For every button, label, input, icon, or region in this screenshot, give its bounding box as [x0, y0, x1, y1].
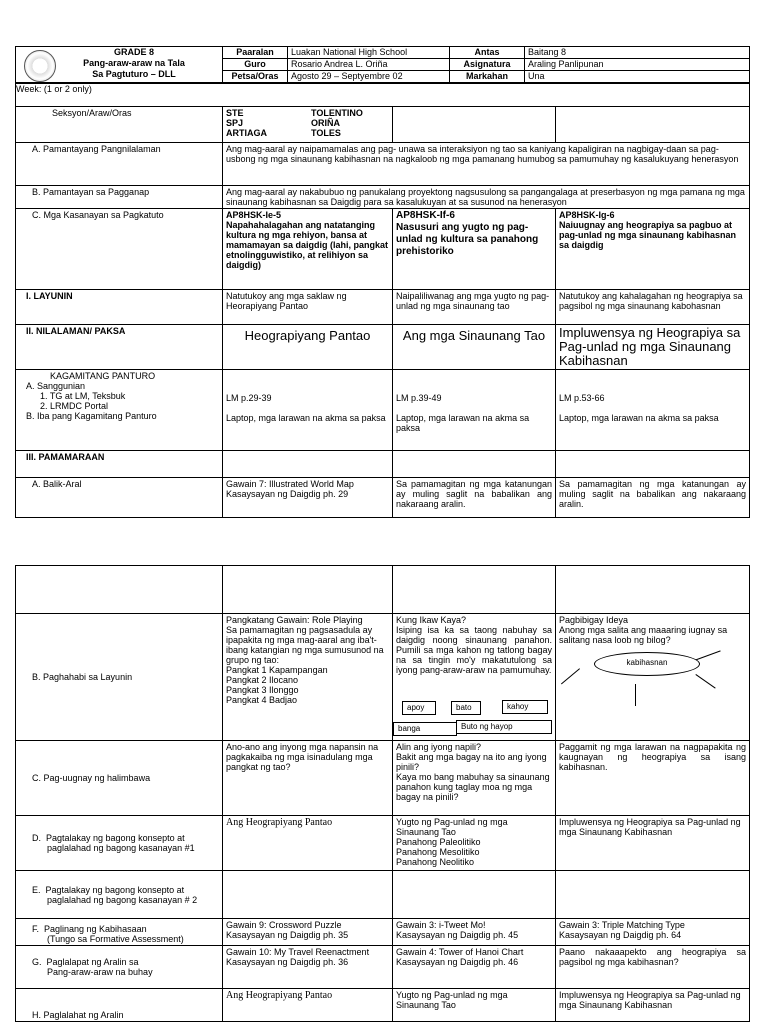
- blank-cell: [393, 451, 556, 478]
- paguugnay-col3: Paggamit ng mga larawan na nagpapakita ng kaugnayan ng heograpiya sa isang kabihasnan.: [556, 741, 750, 816]
- dll-table-page-2: [15, 565, 750, 1022]
- web-line: [694, 650, 721, 661]
- laptop-2: Laptop, mga larawan na akma sa paksa: [396, 413, 530, 433]
- kasanayan-col2: AP8HSK-If-6 Nasusuri ang yugto ng pag-unlad ng kultura sa panahong prehistoriko: [393, 209, 556, 290]
- laptop-3: Laptop, mga larawan na akma sa paksa: [559, 413, 719, 423]
- balik-aral-col2: Sa pamamagitan ng mga katanungan ay muling saglit na babalikan ang nakaraang aralin.: [393, 478, 556, 518]
- teacher-toles: TOLES: [311, 128, 341, 138]
- choice-box-buto-ng-hayop: Buto ng hayop: [456, 720, 552, 734]
- paglalahat-col3: Impluwensya ng Heograpiya sa Pag-unlad ng mga Sinaunang Kabihasnan: [556, 989, 750, 1022]
- web-line: [695, 674, 715, 689]
- pamamaraan-label: III. PAMAMARAAN: [16, 451, 223, 478]
- petsa-value: Agosto 29 – Septyembre 02: [288, 71, 450, 83]
- kasanayan-label: C. Mga Kasanayan sa Pagkatuto: [16, 209, 223, 290]
- pagbibigay-ideya-text: Pagbibigay Ideya Anong mga salita ang maaaring iugnay sa salitang nasa loob ng bilog?: [559, 615, 728, 645]
- kagamitan-col3: [556, 370, 750, 451]
- deped-seal-logo: [24, 50, 56, 82]
- kagamitan-col1: [223, 370, 393, 451]
- laptop-1: Laptop, mga larawan na akma sa paksa: [226, 413, 386, 423]
- paguugnay-col2: Alin ang iyong napili? Bakit ang mga bagay na ito ang iyong pinili? Kaya mo bang mabuhay sa sinaunang panahon kung taglay moa ng mga bagay na pinili?: [393, 741, 556, 816]
- layunin-col2: Naipaliliwanag ang mga yugto ng pag-unlad ng mga sinaunang tao: [393, 290, 556, 325]
- kung-ikaw-kaya-text: Kung Ikaw Kaya? Isiping isa ka sa taong nabuhay sa daigdig noong sinaunang panahon. Pumili sa mga kahon ng tatlong bagay na sa tingin mo'y makatutulong sa iyong pang-araw-araw na pamumuhay.: [396, 615, 552, 675]
- balik-aral-label: A. Balik-Aral: [16, 478, 223, 518]
- antas-value: Baitang 8: [525, 47, 750, 59]
- paguugnay-label: C. Pag-uugnay ng halimbawa: [16, 741, 223, 816]
- paghahabi-col3: [556, 614, 750, 741]
- seksyon-label: Seksyon/Araw/Oras: [16, 107, 223, 143]
- paglinang-col1: Gawain 9: Crossword Puzzle Kasaysayan ng Daigdig ph. 35: [223, 919, 393, 946]
- section-artiaga: ARTIAGA: [226, 128, 267, 138]
- balik-aral-col1: Gawain 7: Illustrated World Map Kasaysayan ng Daigdig ph. 29: [223, 478, 393, 518]
- guro-value: Rosario Andrea L. Oriña: [288, 59, 450, 71]
- dll-table-page-1: [15, 83, 750, 518]
- petsa-label: Petsa/Oras: [223, 71, 288, 83]
- blank-cell: [556, 451, 750, 478]
- pagtalakay-1-col2: Yugto ng Pag-unlad ng mga Sinaunang Tao Panahong Paleolitiko Panahong Mesolitiko Panahong Neolitiko: [393, 816, 556, 871]
- pagtalakay-1-label: D. Pagtalakay ng bagong konsepto at paglalahad ng bagong kasanayan #1: [16, 816, 223, 871]
- dll-title-2: Sa Pagtuturo – DLL: [92, 69, 176, 79]
- sanggunian-item-1: 1. TG at LM, Teksbuk: [40, 391, 126, 401]
- blank-cell: [223, 566, 393, 614]
- pamantayang-pangnilalaman-text: Ang mag-aaral ay naipamamalas ang pag- unawa sa interaksiyon ng tao sa kaniyang kapaligiran na nagbigay-daan sa pag-usbong ng mga sinaunang kabihasnan na nagkaloob ng mga pamanang humubog sa pamumuhay ng kasalukuyang henerasyon: [223, 143, 750, 186]
- choice-box-kahoy: kahoy: [502, 700, 548, 714]
- blank-cell: [393, 566, 556, 614]
- layunin-label: I. LAYUNIN: [16, 290, 223, 325]
- nilalaman-col2: Ang mga Sinaunang Tao: [393, 325, 556, 370]
- balik-aral-col3: Sa pamamagitan ng mga katanungan ay muling saglit na babalikan ang nakaraang aralin.: [556, 478, 750, 518]
- paglalahat-label: H. Paglalahat ng Aralin: [16, 989, 223, 1022]
- teacher-tolentino: TOLENTINO: [311, 108, 363, 118]
- blank-cell: [223, 871, 393, 919]
- iba-pang-kagamitan-label: B. Iba pang Kagamitang Panturo: [26, 411, 157, 421]
- choice-box-apoy: apoy: [402, 701, 436, 715]
- pamantayan-pagganap-label: B. Pamantayan sa Pagganap: [16, 186, 223, 209]
- school-header-cell: [16, 47, 223, 83]
- nilalaman-col3: Impluwensya ng Heograpiya sa Pag-unlad ng mga Sinaunang Kabihasnan: [556, 325, 750, 370]
- teacher-orina: ORIÑA: [311, 118, 340, 128]
- paglalapat-col1: Gawain 10: My Travel Reenactment Kasaysayan ng Daigdig ph. 36: [223, 946, 393, 989]
- kagamitan-title: KAGAMITANG PANTURO: [50, 371, 156, 381]
- paghahabi-col1: Pangkatang Gawain: Role Playing Sa pamamagitan ng pagsasadula ay ipapakita ng mga mag-aaral ang iba't-ibang katangian ng mga sumusunod na grupo ng tao: Pangkat 1 Kapampangan Pangkat 2 Ilocano Pangkat 3 Ilonggo Pangkat 4 Badjao: [223, 614, 393, 741]
- header-table: [15, 46, 750, 83]
- markahan-value: Una: [525, 71, 750, 83]
- web-line: [635, 684, 636, 706]
- choice-box-bato: bato: [451, 701, 481, 715]
- pagtalakay-2-label: E. Pagtalakay ng bagong konsepto at paglalahad ng bagong kasanayan # 2: [16, 871, 223, 919]
- paglinang-label: F. Paglinang ng Kabihasaan (Tungo sa Formative Assessment): [16, 919, 223, 946]
- kasanayan-col1: AP8HSK-Ie-5 Napahahalagahan ang natatanging kultura ng mga rehiyon, bansa at mamamayan sa daigdig (lahi, pangkat etnolingguwistiko, at relihiyon sa daigdig): [223, 209, 393, 290]
- paglalahat-col1: Ang Heograpiyang Pantao: [223, 989, 393, 1022]
- week-label: Week: (1 or 2 only): [16, 84, 92, 94]
- guro-label: Guro: [223, 59, 288, 71]
- asignatura-value: Araling Panlipunan: [525, 59, 750, 71]
- blank-cell: [393, 871, 556, 919]
- blank-cell: [393, 107, 556, 143]
- blank-cell: [556, 107, 750, 143]
- blank-cell: [556, 566, 750, 614]
- section-ste: STE: [226, 108, 244, 118]
- lm-pages-2: LM p.39-49: [396, 393, 442, 403]
- pagtalakay-1-col3: Impluwensya ng Heograpiya sa Pag-unlad ng mga Sinaunang Kabihasnan: [556, 816, 750, 871]
- paglinang-col2: Gawain 3: i-Tweet Mo! Kasaysayan ng Daigdig ph. 45: [393, 919, 556, 946]
- sanggunian-label: A. Sanggunian: [26, 381, 86, 391]
- paaralan-label: Paaralan: [223, 47, 288, 59]
- paglalapat-label: G. Paglalapat ng Aralin sa Pang-araw-araw na buhay: [16, 946, 223, 989]
- kasanayan-col3: AP8HSK-Ig-6 Naiuugnay ang heograpiya sa pagbuo at pag-unlad ng mga sinaunang kabihasnan sa daigdig: [556, 209, 750, 290]
- blank-cell: [223, 451, 393, 478]
- kagamitan-cell: [16, 370, 223, 451]
- paguugnay-col1: Ano-ano ang inyong mga napansin na pagkakaiba ng mga isinadulang mga pangkat ng tao?: [223, 741, 393, 816]
- pagtalakay-1-col1: Ang Heograpiyang Pantao: [223, 816, 393, 871]
- grade-label: GRADE 8: [113, 47, 154, 57]
- week-row: [16, 84, 750, 107]
- nilalaman-col1: Heograpiyang Pantao: [223, 325, 393, 370]
- dll-title-1: Pang-araw-araw na Tala: [83, 58, 185, 68]
- paglalapat-col3: Paano nakaaapekto ang heograpiya sa pagsibol ng mga kabihasnan?: [556, 946, 750, 989]
- kabihasnan-ellipse: kabihasnan: [594, 652, 700, 676]
- layunin-col3: Natutukoy ang kahalagahan ng heograpiya sa pagsibol ng mga sinaunang kabohasnan: [556, 290, 750, 325]
- layunin-col1: Natutukoy ang mga saklaw ng Heorapiyang Pantao: [223, 290, 393, 325]
- choice-box-banga: banga: [393, 722, 457, 736]
- asignatura-label: Asignatura: [450, 59, 525, 71]
- pamantayang-pangnilalaman-label: A. Pamantayang Pangnilalaman: [16, 143, 223, 186]
- paglalahat-col2: Yugto ng Pag-unlad ng mga Sinaunang Tao: [393, 989, 556, 1022]
- paglinang-col3: Gawain 3: Triple Matching Type Kasaysayan ng Daigdig ph. 64: [556, 919, 750, 946]
- nilalaman-label: II. NILALAMAN/ PAKSA: [16, 325, 223, 370]
- markahan-label: Markahan: [450, 71, 525, 83]
- web-line: [561, 668, 580, 684]
- sections-cell: [223, 107, 393, 143]
- blank-cell: [556, 871, 750, 919]
- blank-cell: [16, 566, 223, 614]
- paaralan-value: Luakan National High School: [288, 47, 450, 59]
- kagamitan-col2: [393, 370, 556, 451]
- paglalapat-col2: Gawain 4: Tower of Hanoi Chart Kasaysayan ng Daigdig ph. 46: [393, 946, 556, 989]
- paghahabi-col2: [393, 614, 556, 741]
- antas-label: Antas: [450, 47, 525, 59]
- lm-pages-3: LM p.53-66: [559, 393, 605, 403]
- paghahabi-label: B. Paghahabi sa Layunin: [16, 614, 223, 741]
- sanggunian-item-2: 2. LRMDC Portal: [40, 401, 109, 411]
- lm-pages-1: LM p.29-39: [226, 393, 272, 403]
- section-spj: SPJ: [226, 118, 244, 128]
- pamantayan-pagganap-text: Ang mag-aaral ay nakabubuo ng panukalang proyektong nagsusulong sa pangangalaga at preserbasyon ng mga pamana ng mga sinaunang kabihasnan sa Daigdig para sa kasalukuyan at sa susunod na henerasyon: [223, 186, 750, 209]
